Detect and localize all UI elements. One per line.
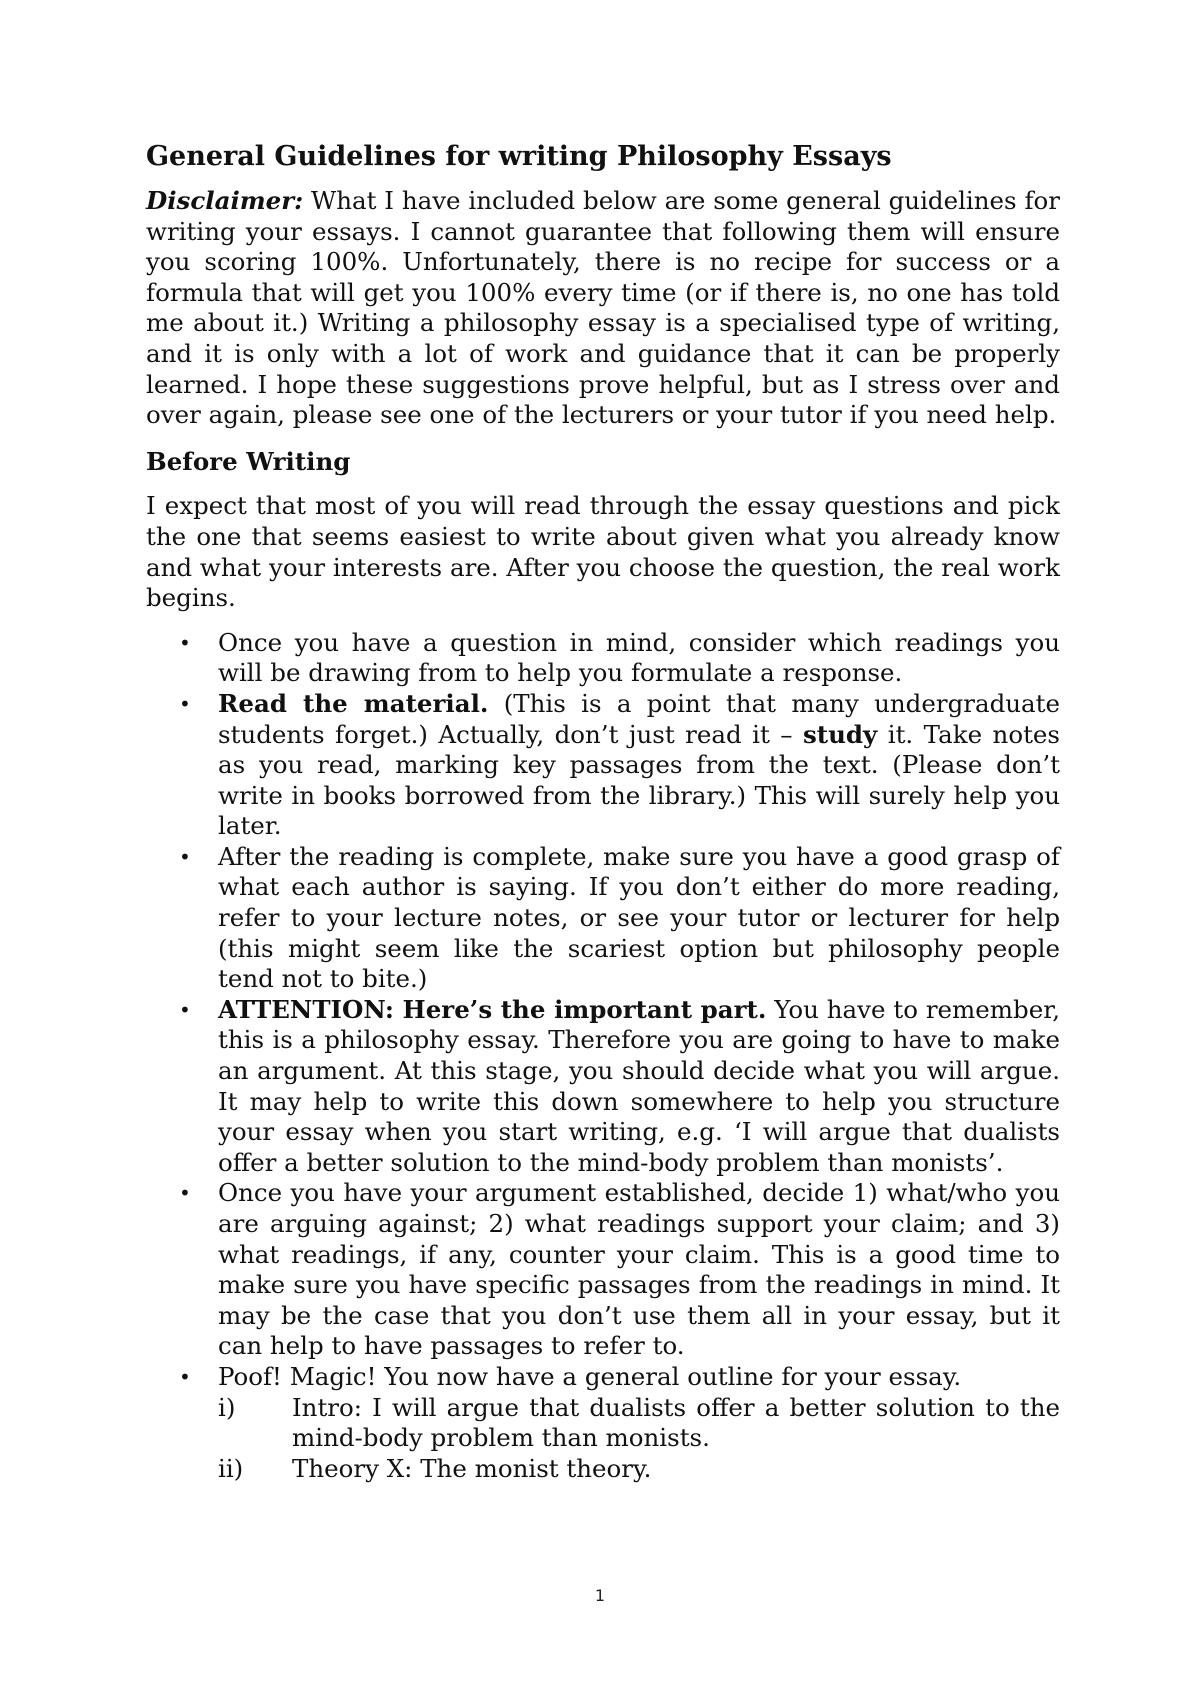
document-title: General Guidelines for writing Philosophy Essays — [146, 141, 892, 172]
essay-outline-list — [146, 1393, 1060, 1485]
page-number: 1 — [594, 1586, 606, 1605]
bullet-text: it. Take notes as you read, marking key passages from the text. (Please don’t write in books borrowed from the library.) This will surely help you later. — [218, 719, 1060, 841]
bullet-icon: • — [179, 997, 191, 1022]
bullet-icon: • — [179, 1181, 191, 1206]
bullet-text: Poof! Magic! You now have a general outline for your essay. — [218, 1361, 962, 1391]
disclaimer-label: Disclaimer: — [146, 186, 304, 215]
bullet-bold-text: study — [802, 719, 878, 749]
bullet-item — [146, 689, 1060, 842]
bullet-bold-text: Read the material. — [218, 688, 489, 718]
bullet-text: After the reading is complete, make sure you have a good grasp of what each author is saying. If you don’t either do more reading, refer to your lecture notes, or see your tutor or lecturer for help (this might seem like the scariest option but philosophy people tend not to bite.) — [218, 841, 1060, 994]
outline-text: Theory X: The monist theory. — [292, 1453, 652, 1483]
disclaimer-paragraph — [146, 186, 1060, 431]
intro-paragraph: I expect that most of you will read through the essay questions and pick the one that seems easiest to write about given what you already know and what your interests are. After you choose the question, the real work begins. — [146, 491, 1060, 613]
guidelines-bullet-list — [146, 628, 1060, 1393]
bullet-item — [146, 1362, 1060, 1393]
bullet-text: (This is a point that many undergraduate students forget.) Actually, don’t just read it – — [218, 688, 1060, 749]
document-page — [146, 140, 1060, 1484]
bullet-item — [146, 628, 1060, 689]
bullet-item — [146, 995, 1060, 1179]
bullet-bold-text: ATTENTION: Here’s the important part. — [218, 994, 767, 1024]
bullet-icon: • — [179, 844, 191, 869]
outline-marker: ii) — [218, 1453, 244, 1483]
bullet-item — [146, 842, 1060, 995]
outline-item — [146, 1454, 1060, 1485]
bullet-text: Once you have a question in mind, consider which readings you will be drawing from to help you formulate a response. — [218, 627, 1060, 688]
bullet-icon: • — [179, 630, 191, 655]
bullet-icon: • — [179, 691, 191, 716]
disclaimer-text: What I have included below are some general guidelines for writing your essays. I cannot guarantee that following them will ensure you scoring 100%. Unfortunately, there is no recipe for success or a formula that will get you 100% every time (or if there is, no one has told me about it.) Writing a philosophy essay is a specialised type of writing, and it is only with a lot of work and guidance that it can be properly learned. I hope these suggestions prove helpful, but as I stress over and over again, please see one of the lecturers or your tutor if you need help. — [146, 186, 1060, 430]
section-heading-before-writing: Before Writing — [146, 446, 351, 476]
bullet-text: Once you have your argument established, decide 1) what/who you are arguing against; 2) what readings support your claim; and 3) what readings, if any, counter your claim. This is a good time to make sure you have specific passages from the readings in mind. It may be the case that you don’t use them all in your essay, but it can help to have passages to refer to. — [218, 1178, 1060, 1361]
outline-item — [146, 1393, 1060, 1454]
bullet-item — [146, 1178, 1060, 1362]
bullet-icon: • — [179, 1364, 191, 1389]
outline-text: Intro: I will argue that dualists offer a better solution to the mind-body problem than monists. — [292, 1392, 1060, 1453]
bullet-text: You have to remember, this is a philosophy essay. Therefore you are going to have to make an argument. At this stage, you should decide what you will argue. It may help to write this down somewhere to help you structure your essay when you start writing, e.g. ‘I will argue that dualists offer a better solution to the mind-body problem than monists’. — [218, 994, 1060, 1177]
outline-marker: i) — [218, 1392, 236, 1422]
